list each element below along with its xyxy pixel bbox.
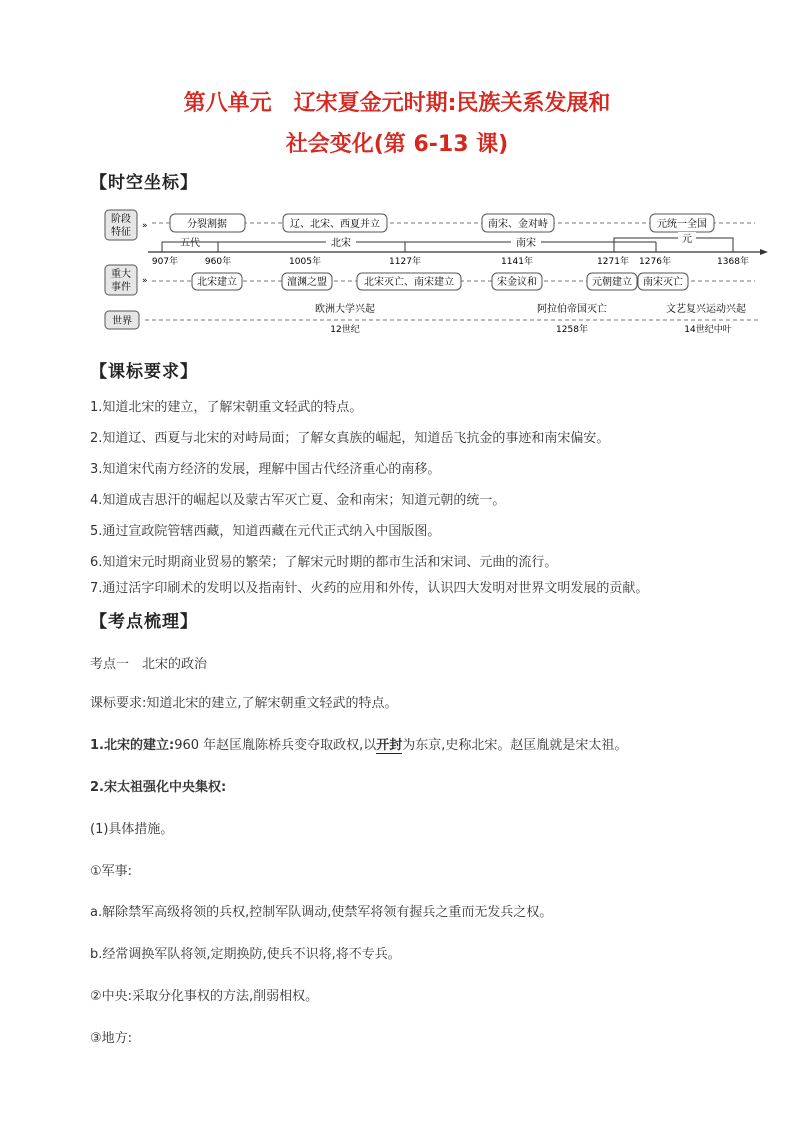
world-label: 世界 <box>112 316 132 327</box>
dynasty-label: 南宋 <box>516 238 536 249</box>
year-label: 1141年 <box>501 257 533 267</box>
item-centralization: 2.宋太祖强化中央集权: <box>90 780 227 795</box>
year-label: 1276年 <box>639 257 671 267</box>
standard-item: 6.知道宋元时期商业贸易的繁荣；了解宋元时期的都市生活和宋词、元曲的流行。 <box>90 555 558 570</box>
dynasty-label: 北宋 <box>331 238 351 249</box>
stage-feature: 辽、北宋、西夏并立 <box>290 219 380 230</box>
stage-feature: 分裂割据 <box>187 219 227 230</box>
key-term: 开封 <box>376 738 403 753</box>
central-point: ②中央:采取分化事权的方法,削弱相权。 <box>90 989 319 1004</box>
standard-item: 7.通过活字印刷术的发明以及指南针、火药的应用和外传，认识四大发明对世界文明发展的贡献。 <box>90 581 649 596</box>
stage-feature: 南宋、金对峙 <box>488 219 548 230</box>
measures-heading: (1)具体措施。 <box>90 822 174 837</box>
event-label: 澶渊之盟 <box>287 277 327 288</box>
arrow-right-icon <box>760 249 768 255</box>
dynasty-label: 元 <box>682 234 692 245</box>
standard-item: 4.知道成吉思汗的崛起以及蒙古军灭亡夏、金和南宋；知道元朝的统一。 <box>90 493 506 508</box>
standard-item: 1.知道北宋的建立，了解宋朝重文轻武的特点。 <box>90 400 363 415</box>
dynasty-label: 五代 <box>180 238 200 249</box>
standard-item: 3.知道宋代南方经济的发展，理解中国古代经济重心的南移。 <box>90 462 441 477</box>
point-title: 考点一 北宋的政治 <box>90 657 208 672</box>
standard-item: 2.知道辽、西夏与北宋的对峙局面；了解女真族的崛起，知道岳飞抗金的事迹和南宋偏安。 <box>90 431 610 446</box>
section-standards-heading: 【课标要求】 <box>90 362 198 382</box>
chevron-right-icon: » <box>142 221 148 231</box>
event-label-bottom: 事件 <box>111 282 131 293</box>
event-label: 南宋灭亡 <box>643 277 683 288</box>
world-event: 文艺复兴运动兴起 <box>666 304 746 315</box>
world-event: 阿拉伯帝国灭亡 <box>537 304 607 315</box>
stage-label-bottom: 特征 <box>111 227 131 238</box>
year-label: 1005年 <box>289 257 321 267</box>
event-label: 宋金议和 <box>497 277 537 288</box>
local-point: ③地方: <box>90 1031 133 1046</box>
event-label: 北宋建立 <box>197 277 237 288</box>
world-event-time: 12世纪 <box>330 325 360 335</box>
item-founding <box>90 734 627 753</box>
page-subtitle: 社会变化(第 6-13 课) <box>285 132 509 157</box>
year-label: 907年 <box>151 257 179 267</box>
world-event-time: 1258年 <box>556 325 588 335</box>
world-event-time: 14世纪中叶 <box>684 325 732 335</box>
page-title: 第八单元 辽宋夏金元时期:民族关系发展和 <box>183 91 611 116</box>
section-review-heading: 【考点梳理】 <box>90 612 198 632</box>
military-point-b: b.经常调换军队将领,定期换防,使兵不识将,将不专兵。 <box>90 947 401 962</box>
year-label: 1271年 <box>597 257 629 267</box>
year-label: 960年 <box>204 257 232 267</box>
event-label-top: 重大 <box>111 269 131 280</box>
year-label: 1127年 <box>389 257 421 267</box>
item-text: 960 年赵匡胤陈桥兵变夺取政权,以 <box>174 738 377 753</box>
item-text: 为东京,史称北宋。赵匡胤就是宋太祖。 <box>402 738 628 753</box>
section-timeline-heading: 【时空坐标】 <box>90 173 198 193</box>
stage-label-top: 阶段 <box>111 214 131 225</box>
bracket-yuan <box>614 238 733 252</box>
military-heading: ①军事: <box>90 864 133 879</box>
item-label: 1.北宋的建立: <box>90 738 175 753</box>
military-point-a: a.解除禁军高级将领的兵权,控制军队调动,使禁军将领有握兵之重而无发兵之权。 <box>90 905 553 920</box>
point-requirement: 课标要求:知道北宋的建立,了解宋朝重文轻武的特点。 <box>90 696 398 711</box>
year-label: 1368年 <box>717 257 749 267</box>
chevron-right-icon: » <box>142 276 148 286</box>
event-label: 元朝建立 <box>592 277 632 288</box>
stage-feature: 元统一全国 <box>657 219 707 230</box>
event-label: 北宋灭亡、南宋建立 <box>364 277 454 288</box>
timeline-diagram <box>0 0 794 360</box>
standard-item: 5.通过宣政院管辖西藏，知道西藏在元代正式纳入中国版图。 <box>90 524 441 539</box>
world-event: 欧洲大学兴起 <box>315 304 375 315</box>
